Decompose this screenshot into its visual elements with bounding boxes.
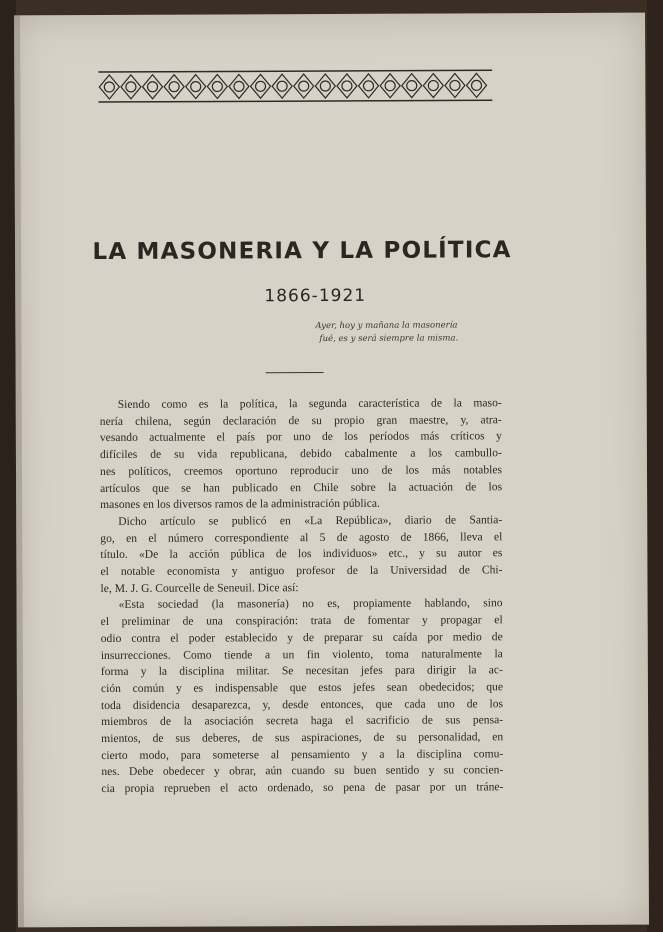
ornament-diamond <box>380 74 400 98</box>
text-line: el notable economista y antiguo profesor de la Universidad de Chi- <box>100 563 503 579</box>
ornament-diamond <box>229 74 249 98</box>
ornament-ring <box>104 82 114 92</box>
ornament-diamond <box>315 74 335 98</box>
ornament-ring <box>212 81 222 91</box>
ornament-ring <box>234 81 244 91</box>
ornament-ring <box>256 81 266 91</box>
table-surface-right <box>647 0 663 932</box>
ornament-diamond <box>186 75 206 99</box>
text-line: cierto modo, para someterse al pensamiento y a la disciplina comu- <box>101 747 504 762</box>
ornament-ring <box>169 82 179 92</box>
ornament-diamond <box>445 73 465 97</box>
text-line: «Esta sociedad (la masonería) no es, propiamente hablando, sino <box>118 596 503 612</box>
ornament-ring <box>428 81 438 91</box>
text-line: título. «De la acción pública de los individuos» etc., y su autor es <box>100 546 503 562</box>
epigraph <box>315 319 505 346</box>
text-line: insurrecciones. Como tiende a un fin violento, toma naturalmente la <box>100 646 503 662</box>
epigraph-line: fué, es y será siempre la misma. <box>319 333 459 345</box>
text-line: go, en el número correspondiente al 5 de agosto de 1866, lleva el <box>100 529 503 545</box>
ornament-ring <box>342 81 352 91</box>
text-line: ción común y es indispensable que estos jefes sean obedecidos; que <box>100 680 503 695</box>
document-subtitle: 1866-1921 <box>264 285 367 307</box>
text-line: vesando actualmente el país por uno de los períodos más críticos y <box>99 429 502 445</box>
ornament-diamond <box>466 73 486 97</box>
ornament-diamond <box>207 74 227 98</box>
ornament-diamond <box>402 74 422 98</box>
text-line: el preliminar de una conspiración: trata de fomentar y propagar el <box>100 613 503 629</box>
text-line: nería chilena, según declaración de su propio gran maestre, y, atra- <box>99 412 502 428</box>
text-line: Siendo como es la política, la segunda característica de la maso- <box>117 396 502 411</box>
ornament-ring <box>385 81 395 91</box>
text-line: miembros de la asociación secreta haga el sacrificio de sus pensa- <box>101 713 504 729</box>
ornament-diamond <box>358 74 378 98</box>
ornament-diamond <box>142 75 162 99</box>
text-line: forma y la disciplina militar. Se necesitan jefes para dirigir la ac- <box>100 663 503 679</box>
text-line: odio contra el poder establecido y de preparar su caída por medio de <box>100 630 503 645</box>
text-line: Dicho artículo se publicó en «La República», diario de Santia- <box>118 513 503 528</box>
ornament-diamond <box>164 75 184 99</box>
ornament-ring <box>320 81 330 91</box>
text-line: mientos, de sus deberes, de sus aspiraciones, de su personalidad, en <box>101 730 504 746</box>
ornament-diamond <box>423 74 443 98</box>
ornament-ring <box>191 82 201 92</box>
text-line: nes políticos, creemos oportuno reproducir uno de los más notables <box>99 463 503 478</box>
ornament-ring <box>450 80 460 90</box>
section-divider <box>266 372 324 373</box>
ornament-diamond <box>272 74 292 98</box>
ornament-ring <box>126 82 136 92</box>
text-line: masones en los diversos ramos de la administración pública. <box>100 497 380 512</box>
ornament-diamond <box>121 75 141 99</box>
ornament-ring <box>407 81 417 91</box>
ornament-diamond <box>337 74 357 98</box>
epigraph-line: Ayer, hoy y mañana la masonería <box>315 320 458 332</box>
document-title: LA MASONERIA Y LA POLÍTICA <box>92 237 512 266</box>
ornament-diamond <box>250 74 270 98</box>
ornament-ring <box>472 80 482 90</box>
text-line: le, M. J. G. Courcelle de Seneuil. Dice así: <box>100 580 299 595</box>
decorative-border-ornament <box>98 69 492 103</box>
ornament-ring <box>148 82 158 92</box>
text-line: artículos que se han publicado en Chile sobre la actuación de los <box>100 479 503 495</box>
text-line: difíciles de su vida republicana, debido cabalmente a los cambullo- <box>99 446 502 462</box>
ornament-diamond <box>294 74 314 98</box>
body-text <box>100 395 504 798</box>
document-page <box>14 13 649 928</box>
ornament-ring <box>299 81 309 91</box>
text-line: toda disidencia desaparezca, y, desde entonces, que cada uno de los <box>100 696 504 712</box>
ornament-ring <box>364 81 374 91</box>
ornament-ring <box>277 81 287 91</box>
text-line: nes. Debe obedecer y obrar, aún cuando su buen sentido y su concien- <box>101 763 504 779</box>
ornament-diamond <box>99 75 119 99</box>
text-line: cia propia reprueben el acto ordenado, so pena de pasar por un tráne- <box>101 780 504 796</box>
